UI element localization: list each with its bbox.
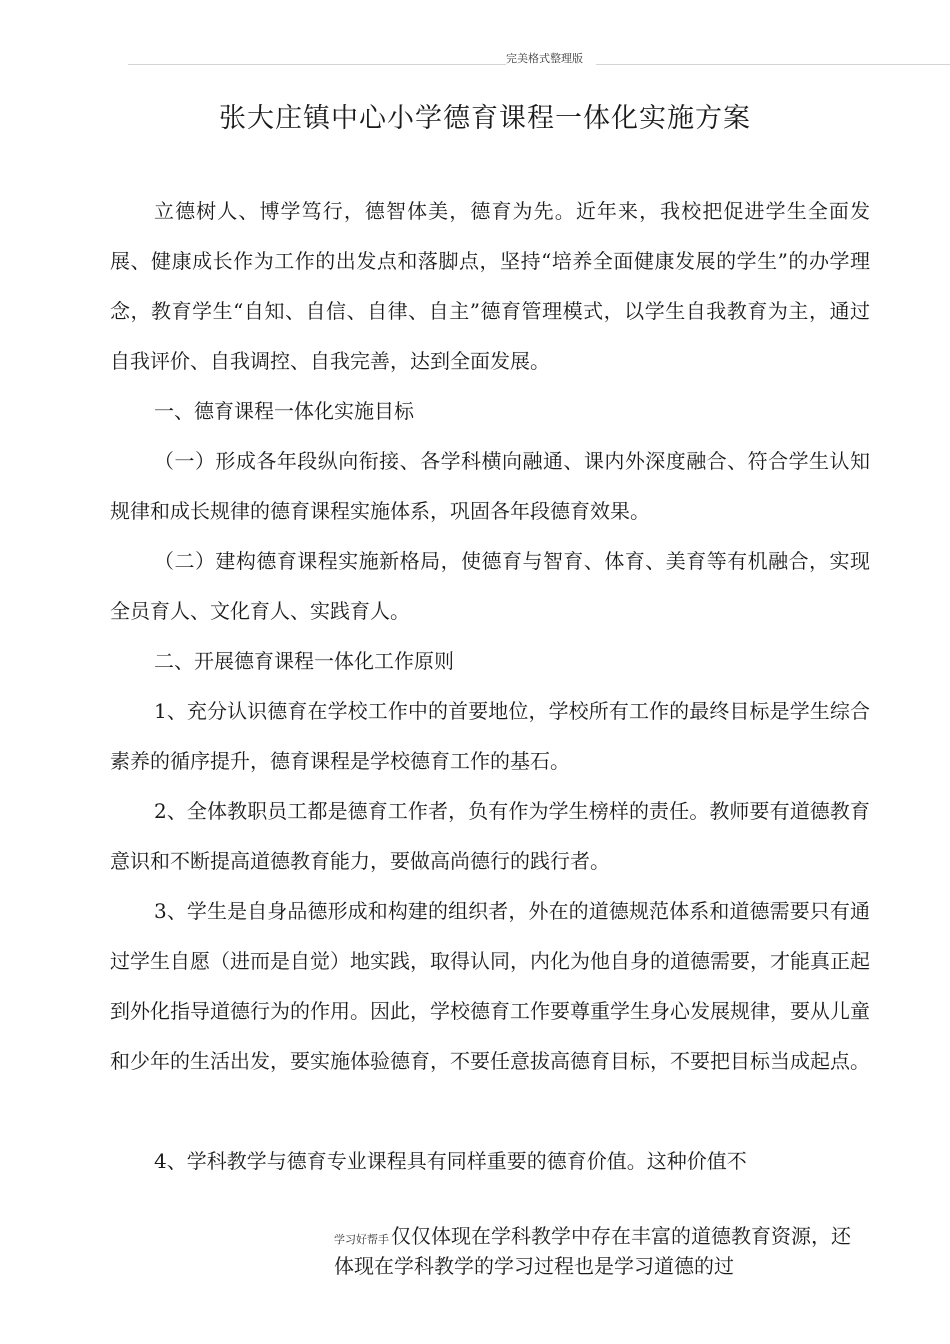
principle-item-4: 4、学科教学与德育专业课程具有同样重要的德育价值。这种价值不 <box>154 1149 747 1173</box>
footer-small-label: 学习好帮手 <box>334 1233 389 1246</box>
section-heading-principles: 二、开展德育课程一体化工作原则 <box>154 649 454 673</box>
goal-item-1: （一）形成各年段纵向衔接、各学科横向融通、课内外深度融合、符合学生认知规律和成长规律的德育课程实施体系，巩固各年段德育效果。 <box>110 449 870 523</box>
principle-item-3: 3、学生是自身品德形成和构建的组织者，外在的道德规范体系和道德需要只有通过学生自愿（进而是自觉）地实践，取得认同，内化为他自身的道德需要，才能真正起到外化指导道德行为的作用。因此，学校德育工作要尊重学生身心发展规律，要从儿童和少年的生活出发，要实施体验德育，不要任意拔高德育目标，不要把目标当成起点。 <box>110 899 870 1073</box>
footer-continuation-text: 仅仅体现在学科教学中存在丰富的道德教育资源，还体现在学科教学的学习过程也是学习道德的过 <box>334 1224 851 1278</box>
principle-item-2: 2、全体教职员工都是德育工作者，负有作为学生榜样的责任。教师要有道德教育意识和不断提高道德教育能力，要做高尚德行的践行者。 <box>110 799 870 873</box>
intro-paragraph: 立德树人、博学笃行，德智体美，德育为先。近年来，我校把促进学生全面发展、健康成长作为工作的出发点和落脚点，坚持“培养全面健康发展的学生”的办学理念，教育学生“自知、自信、自律、自主”德育管理模式，以学生自我教育为主，通过自我评价、自我调控、自我完善，达到全面发展。 <box>110 199 870 373</box>
footer-text-block <box>334 1223 864 1280</box>
page-title: 张大庄镇中心小学德育课程一体化实施方案 <box>219 103 751 134</box>
goal-item-2: （二）建构德育课程实施新格局，使德育与智育、体育、美育等有机融合，实现全员育人、文化育人、实践育人。 <box>110 549 870 623</box>
principle-item-1: 1、充分认识德育在学校工作中的首要地位，学校所有工作的最终目标是学生综合素养的循序提升，德育课程是学校德育工作的基石。 <box>110 699 870 773</box>
header-note: 完美格式整理版 <box>506 52 596 66</box>
section-heading-goals: 一、德育课程一体化实施目标 <box>154 399 414 423</box>
